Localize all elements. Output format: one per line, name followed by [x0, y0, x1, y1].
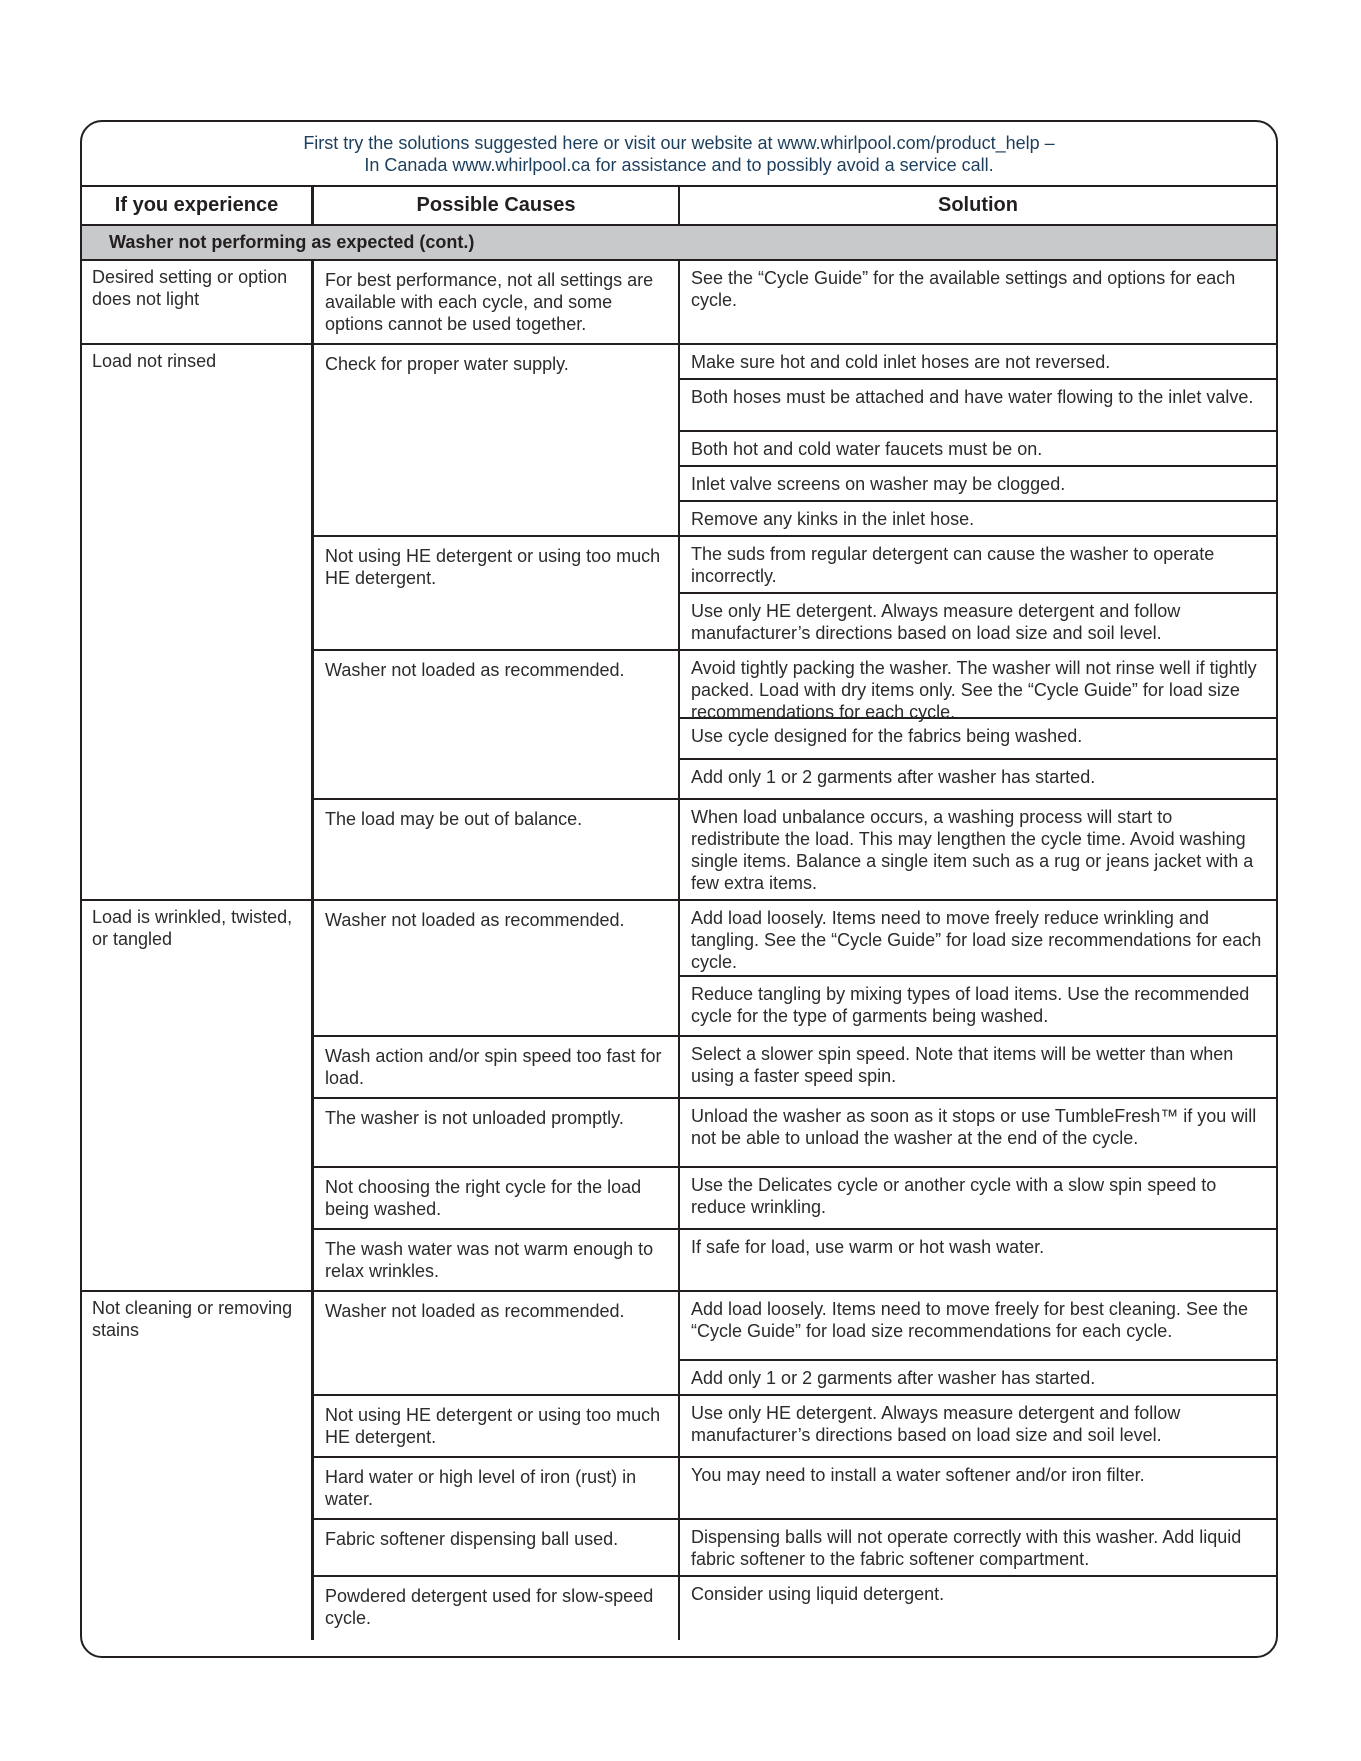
- table-row: [314, 1520, 1276, 1577]
- solution-item: Both hot and cold water faucets must be on.: [680, 432, 1276, 467]
- table-row: [314, 1037, 1276, 1099]
- column-header-solution: Solution: [938, 194, 1018, 216]
- causes-column: [314, 901, 1276, 1290]
- table-body: [82, 261, 1276, 1640]
- table-row: [314, 261, 1276, 343]
- column-header-experience: If you experience: [82, 187, 314, 224]
- solution-item: Add only 1 or 2 garments after washer has started.: [691, 766, 1096, 787]
- solution-item: Unload the washer as soon as it stops or use TumbleFresh™ if you will not be able to unload the washer at the end of the cycle.: [691, 1106, 1257, 1148]
- table-row: [314, 800, 1276, 899]
- table-row-group: [82, 345, 1276, 901]
- experience-cell: Load not rinsed: [82, 345, 314, 899]
- solutions-cell: [680, 345, 1276, 535]
- solution-item: Both hoses must be attached and have water flowing to the inlet valve.: [680, 380, 1276, 432]
- cause-cell: Not choosing the right cycle for the load being washed.: [314, 1168, 680, 1228]
- cause-cell: The washer is not unloaded promptly.: [314, 1099, 680, 1166]
- solutions-cell: [680, 1099, 1276, 1166]
- solutions-cell: [680, 901, 1276, 1035]
- solution-item: Dispensing balls will not operate correctly with this washer. Add liquid fabric softener to the fabric softener compartment.: [691, 1527, 1242, 1569]
- cause-cell: The load may be out of balance.: [314, 800, 680, 899]
- table-row: [314, 1099, 1276, 1168]
- solution-item: Use the Delicates cycle or another cycle with a slow spin speed to reduce wrinkling.: [691, 1175, 1217, 1217]
- solution-item: The suds from regular detergent can cause the washer to operate incorrectly.: [680, 537, 1276, 594]
- solution-item: See the “Cycle Guide” for the available settings and options for each cycle.: [691, 268, 1236, 310]
- solution-item: Add load loosely. Items need to move freely reduce wrinkling and tangling. See the “Cycle Guide” for load size recommendations for each cycle.: [680, 901, 1276, 977]
- cause-cell: The wash water was not warm enough to relax wrinkles.: [314, 1230, 680, 1290]
- solution-item: Select a slower spin speed. Note that items will be wetter than when using a faster speed spin.: [691, 1044, 1234, 1086]
- cause-cell: Hard water or high level of iron (rust) in water.: [314, 1458, 680, 1518]
- table-row: [314, 651, 1276, 800]
- solutions-cell: [680, 1037, 1276, 1097]
- cause-cell: Wash action and/or spin speed too fast for load.: [314, 1037, 680, 1097]
- header-note-line2: In Canada www.whirlpool.ca for assistance and to possibly avoid a service call.: [364, 154, 994, 175]
- solutions-cell: [680, 1230, 1276, 1290]
- table-row: [314, 1230, 1276, 1290]
- solutions-cell: [680, 1292, 1276, 1394]
- solution-item: You may need to install a water softener and/or iron filter.: [691, 1465, 1145, 1485]
- cause-cell: For best performance, not all settings are available with each cycle, and some options cannot be used together.: [314, 261, 680, 343]
- column-headers: [82, 187, 1276, 226]
- solutions-cell: [680, 1520, 1276, 1575]
- solution-item: Add only 1 or 2 garments after washer has started.: [691, 1368, 1096, 1388]
- solution-item: If safe for load, use warm or hot wash water.: [691, 1237, 1045, 1257]
- solutions-cell: [680, 800, 1276, 899]
- solution-item: Consider using liquid detergent.: [691, 1584, 945, 1604]
- table-row: [314, 901, 1276, 1037]
- experience-cell: Load is wrinkled, twisted, or tangled: [82, 901, 314, 1290]
- solution-item: Avoid tightly packing the washer. The washer will not rinse well if tightly packed. Load with dry items only. See the “Cycle Guide” for load size recommendations for each cycle.: [680, 651, 1276, 719]
- table-row: [314, 1577, 1276, 1640]
- solutions-cell: [680, 1458, 1276, 1518]
- experience-cell: Not cleaning or removing stains: [82, 1292, 314, 1640]
- troubleshooting-table: [80, 120, 1278, 1658]
- solution-item: Remove any kinks in the inlet hose.: [691, 509, 975, 529]
- table-row: [314, 345, 1276, 537]
- solutions-cell: [680, 537, 1276, 649]
- solution-item: Use only HE detergent. Always measure detergent and follow manufacturer’s directions based on load size and soil level.: [691, 601, 1181, 643]
- solution-item: Add load loosely. Items need to move freely for best cleaning. See the “Cycle Guide” for load size recommendations for each cycle.: [680, 1292, 1276, 1361]
- section-title: Washer not performing as expected (cont.): [82, 226, 1276, 261]
- cause-cell: Powdered detergent used for slow-speed cycle.: [314, 1577, 680, 1640]
- cause-cell: Check for proper water supply.: [314, 345, 680, 535]
- cause-cell: Washer not loaded as recommended.: [314, 901, 680, 1035]
- solution-item: Reduce tangling by mixing types of load items. Use the recommended cycle for the type of garments being washed.: [691, 984, 1250, 1026]
- cause-cell: Not using HE detergent or using too much HE detergent.: [314, 537, 680, 649]
- table-row: [314, 1396, 1276, 1458]
- solutions-cell: [680, 651, 1276, 798]
- table-row: [314, 1458, 1276, 1520]
- experience-cell: Desired setting or option does not light: [82, 261, 314, 343]
- table-row-group: [82, 1292, 1276, 1640]
- solution-item: Use only HE detergent. Always measure detergent and follow manufacturer’s directions based on load size and soil level.: [691, 1403, 1181, 1445]
- column-header-causes: Possible Causes: [314, 187, 680, 224]
- solution-item: Use cycle designed for the fabrics being washed.: [680, 719, 1276, 760]
- table-row-group: [82, 901, 1276, 1292]
- header-note: [82, 122, 1276, 187]
- table-row: [314, 1168, 1276, 1230]
- table-row: [314, 537, 1276, 651]
- cause-cell: Washer not loaded as recommended.: [314, 1292, 680, 1394]
- header-note-line1: First try the solutions suggested here or visit our website at www.whirlpool.com/product_help –: [303, 132, 1055, 153]
- solutions-cell: [680, 1577, 1276, 1640]
- causes-column: [314, 1292, 1276, 1640]
- cause-cell: Fabric softener dispensing ball used.: [314, 1520, 680, 1575]
- solutions-cell: [680, 1168, 1276, 1228]
- solutions-cell: [680, 261, 1276, 343]
- solutions-cell: [680, 1396, 1276, 1456]
- solution-item: Inlet valve screens on washer may be clogged.: [680, 467, 1276, 502]
- cause-cell: Not using HE detergent or using too much HE detergent.: [314, 1396, 680, 1456]
- table-row: [314, 1292, 1276, 1396]
- solution-item: When load unbalance occurs, a washing process will start to redistribute the load. This may lengthen the cycle time. Avoid washing single items. Balance a single item such as a rug or jeans jacket with a few extra items.: [691, 807, 1254, 893]
- causes-column: [314, 345, 1276, 899]
- solution-item: Make sure hot and cold inlet hoses are not reversed.: [680, 345, 1276, 380]
- table-row-group: [82, 261, 1276, 345]
- cause-cell: Washer not loaded as recommended.: [314, 651, 680, 798]
- causes-column: [314, 261, 1276, 343]
